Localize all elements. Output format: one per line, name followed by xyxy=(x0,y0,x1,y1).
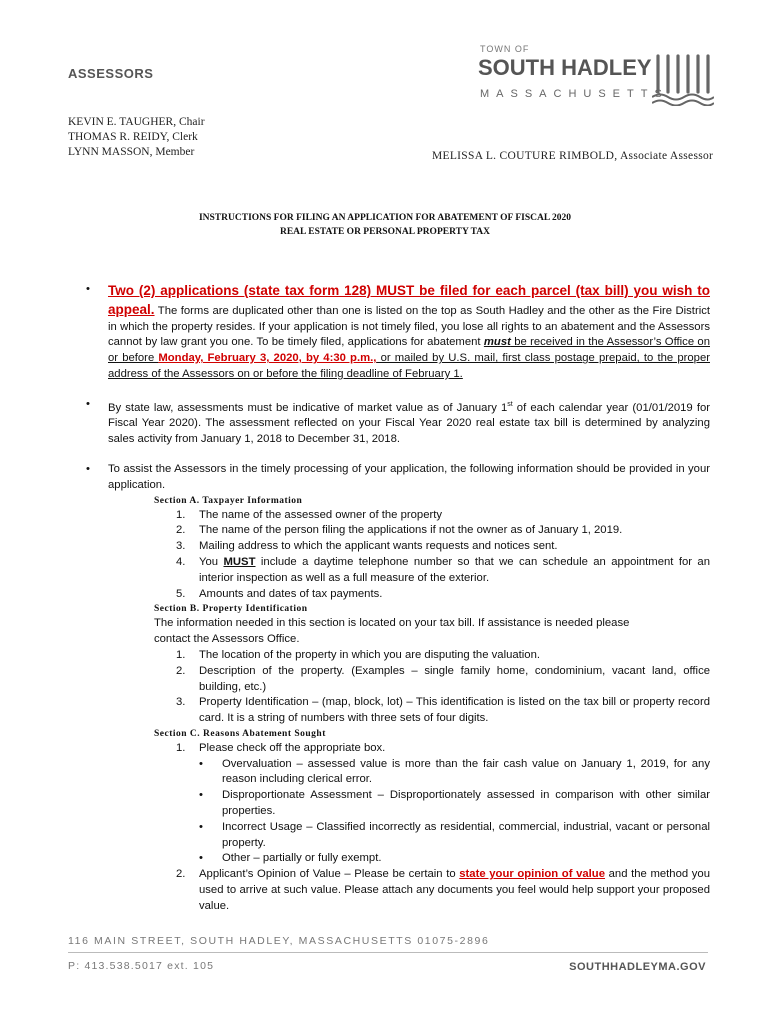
filing-text: The forms are duplicated other than one is listed on the top as South Hadley and the other as the Fire District in which the property resides. If your application is not timely filed, you lose all rights to an abatement and the Assessors cannot by law grant you one. To be timely filed, applications for abatement xyxy=(108,304,710,349)
item-number: 5. xyxy=(176,587,186,600)
section-b-intro: contact the Assessors Office. xyxy=(154,633,300,646)
filing-headline: Two (2) applications (state tax form 128) MUST be filed for each parcel (tax bill) you wish to appeal. xyxy=(108,283,710,317)
board-member: KEVIN E. TAUGHER, Chair xyxy=(68,116,205,128)
item-text: You xyxy=(199,555,224,568)
bullet-icon: • xyxy=(199,820,203,833)
item-number: 3. xyxy=(176,696,186,709)
item-number: 2. xyxy=(176,868,186,881)
reason-item xyxy=(199,788,710,820)
bullet-icon: • xyxy=(199,852,203,865)
item-text: Amounts and dates of tax payments. xyxy=(199,587,383,600)
section-c-heading: Section C. Reasons Abatement Sought xyxy=(154,728,326,739)
board-member: LYNN MASSON, Member xyxy=(68,146,195,158)
item-text: The name of the assessed owner of the property xyxy=(199,508,443,521)
list-item xyxy=(176,539,710,555)
falls-emblem-icon xyxy=(652,50,714,106)
market-value-text: By state law, assessments must be indicative of market value as of January 1 xyxy=(108,401,508,414)
item-text: Property Identification – (map, block, lot) – This identification is listed on the tax bill or property record card. It is a string of numbers with three sets of four digits. xyxy=(199,696,710,725)
item-text: Applicant’s Opinion of Value – Please be certain to xyxy=(199,868,460,881)
title-line: REAL ESTATE OR PERSONAL PROPERTY TAX xyxy=(279,227,491,237)
item-number: 1. xyxy=(176,508,186,521)
item-text: Mailing address to which the applicant wants requests and notices sent. xyxy=(199,540,558,553)
bullet-icon: • xyxy=(86,283,90,295)
item-number: 3. xyxy=(176,540,186,553)
reason-item xyxy=(199,820,710,852)
reason-text: Incorrect Usage – Classified incorrectly as residential, commercial, industrial, vacant or personal property. xyxy=(222,820,710,849)
bullet-icon: • xyxy=(86,397,90,410)
town-logo xyxy=(476,44,716,106)
reason-checklist xyxy=(199,757,710,868)
board-member: THOMAS R. REIDY, Clerk xyxy=(68,131,198,143)
item-text: The name of the person filing the applications if not the owner as of January 1, 2019. xyxy=(199,524,623,537)
item-text: Description of the property. (Examples – single family home, condominium, vacant land, office building, etc.) xyxy=(199,664,710,693)
list-item xyxy=(176,695,710,727)
bullet-icon: • xyxy=(199,757,203,770)
bullet-required-info xyxy=(86,462,710,494)
filing-text-underlined: be received in the Assessor’s Office on or before xyxy=(108,336,710,365)
opinion-emphasis: state your opinion of value xyxy=(459,868,605,881)
section-c-list-cont xyxy=(176,867,710,914)
footer-divider xyxy=(68,952,708,953)
bullet-market-value xyxy=(86,397,710,448)
reason-item xyxy=(199,757,710,789)
list-item xyxy=(176,508,710,524)
reason-text: Disproportionate Assessment – Disproportionately assessed in comparison with other similar properties. xyxy=(222,789,710,818)
section-a-heading: Section A. Taxpayer Information xyxy=(154,495,303,506)
instructions-body xyxy=(86,282,710,915)
item-number: 2. xyxy=(176,664,186,677)
item-text: Please check off the appropriate box. xyxy=(199,741,386,754)
must-emphasis: MUST xyxy=(223,555,256,568)
section-b-heading: Section B. Property Identification xyxy=(154,604,308,615)
must-emphasis: must xyxy=(483,336,511,349)
required-info-intro: To assist the Assessors in the timely processing of your application, the following information should be provided in your application. xyxy=(108,462,710,491)
bullet-filing xyxy=(86,282,710,383)
board-members xyxy=(68,115,205,160)
item-number: 2. xyxy=(176,524,186,537)
department-name: ASSESSORS xyxy=(68,66,154,81)
footer-phone: P: 413.538.5017 ext. 105 xyxy=(68,960,215,972)
list-item xyxy=(176,741,710,757)
list-item xyxy=(176,867,710,914)
item-number: 1. xyxy=(176,648,186,661)
item-text: include a daytime telephone number so that we can schedule an appointment for an interior inspection as well as a full measure of the exterior. xyxy=(199,555,711,584)
associate-assessor: MELISSA L. COUTURE RIMBOLD, Associate Assessor xyxy=(432,150,714,162)
footer-website: SOUTHHADLEYMA.GOV xyxy=(569,961,706,973)
section-b-list xyxy=(176,648,710,727)
title-line: INSTRUCTIONS FOR FILING AN APPLICATION FOR ABATEMENT OF FISCAL 2020 xyxy=(198,213,572,223)
market-value-text-cont: of each calendar year (01/01/2019 for Fiscal Year 2020). The assessment reflected on your Fiscal Year 2020 real estate tax bill is determined by analyzing sales activity from January 1, 2018 to December 31, 2018. xyxy=(108,401,710,446)
section-c-list xyxy=(176,741,710,757)
logo-town-name: SOUTH HADLEY xyxy=(478,55,652,80)
superscript: st xyxy=(507,400,513,408)
logo-town-label: TOWN OF xyxy=(480,44,530,54)
item-text: and the method you used to arrive at such value. Please attach any documents you feel would help support your proposed value. xyxy=(199,868,710,912)
item-number: 4. xyxy=(176,555,186,568)
filing-deadline: Monday, February 3, 2020, by 4:30 p.m., xyxy=(158,352,377,365)
document-title xyxy=(0,211,770,239)
logo-state: MASSACHUSETTS xyxy=(480,88,669,100)
list-item xyxy=(176,648,710,664)
filing-text-mail: or mailed by U.S. mail, first class postage prepaid, to the proper address of the Assessors on or before the filing deadline of February 1. xyxy=(108,352,710,380)
reason-text: Other – partially or fully exempt. xyxy=(222,852,382,865)
bullet-icon: • xyxy=(86,462,90,475)
list-item xyxy=(176,664,710,696)
section-b-intro: The information needed in this section is located on your tax bill. If assistance is needed please xyxy=(154,617,630,630)
footer-address: 116 MAIN STREET, SOUTH HADLEY, MASSACHUSETTS 01075-2896 xyxy=(68,935,490,947)
item-number: 1. xyxy=(176,741,186,754)
section-a-list xyxy=(176,508,710,603)
list-item xyxy=(176,523,710,539)
list-item xyxy=(176,587,710,603)
reason-text: Overvaluation – assessed value is more than the fair cash value on January 1, 2019, for any reason including clerical error. xyxy=(222,757,710,786)
bullet-icon: • xyxy=(199,789,203,802)
reason-item xyxy=(199,851,710,867)
list-item xyxy=(176,555,710,587)
item-text: The location of the property in which you are disputing the valuation. xyxy=(199,648,540,661)
